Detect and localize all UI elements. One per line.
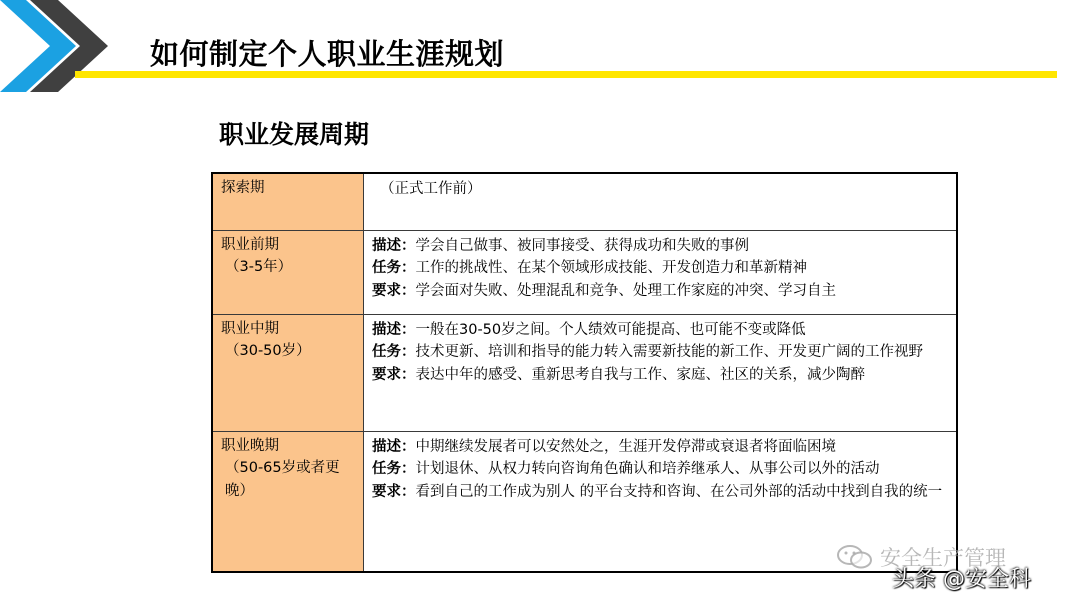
stage-name: 探索期 [221, 180, 265, 196]
stage-range: （50-65岁或者更晚） [225, 460, 340, 499]
requirement-line [372, 481, 948, 504]
task-text: 技术更新、培训和指导的能力转入需要新技能的新工作、开发更广阔的工作视野 [415, 344, 923, 360]
description-line [372, 436, 948, 459]
requirement-label: 要求： [372, 366, 416, 383]
watermark-text: 安全生产管理 [880, 546, 1006, 570]
task-label: 任务： [372, 344, 416, 360]
description-line [372, 319, 948, 342]
stage-cell [212, 173, 364, 230]
task-label: 任务： [372, 461, 416, 477]
title-underline [75, 71, 1057, 78]
task-text: 计划退休、从权力转向咨询角色确认和培养继承人、从事公司以外的活动 [415, 461, 880, 477]
detail-cell [364, 173, 958, 230]
source-tag: 头条 @安全科 [892, 567, 1031, 592]
description-text: 学会自己做事、被同事接受、获得成功和失败的事例 [415, 237, 749, 254]
stage-name: 职业中期 [221, 320, 279, 337]
career-cycle-table [211, 172, 958, 573]
task-text: 工作的挑战性、在某个领域形成技能、开发创造力和革新精神 [415, 260, 807, 276]
requirement-line [372, 280, 948, 303]
description-text: 中期继续发展者可以安然处之，生涯开发停滞或衰退者将面临困境 [415, 438, 836, 455]
description-label: 描述： [372, 237, 416, 254]
task-line [372, 257, 948, 280]
table-row [212, 173, 957, 230]
description-label: 描述： [372, 321, 416, 338]
requirement-label: 要求： [372, 282, 416, 299]
table-row [212, 230, 957, 314]
table-row [212, 314, 957, 431]
task-line [372, 458, 948, 481]
stage-cell [212, 431, 364, 572]
description-label: 描述： [372, 438, 416, 455]
requirement-text: 看到自己的工作成为别人 的平台支持和咨询、在公司外部的活动中找到自我的统一 [415, 483, 943, 500]
requirement-label: 要求： [372, 483, 416, 500]
page-title: 如何制定个人职业生涯规划 [150, 37, 505, 71]
stage-cell [212, 314, 364, 431]
requirement-text: 学会面对失败、处理混乱和竞争、处理工作家庭的冲突、学习自主 [415, 282, 836, 299]
stage-range: （3-5年） [225, 259, 293, 275]
wechat-icon [836, 544, 876, 570]
stage-range: （30-50岁） [225, 343, 311, 359]
section-title: 职业发展周期 [219, 120, 370, 149]
task-line [372, 341, 948, 364]
stage-name: 职业晚期 [221, 437, 279, 454]
description-text: 一般在30-50岁之间。个人绩效可能提高、也可能不变或降低 [415, 321, 806, 338]
stage-name: 职业前期 [221, 236, 279, 253]
task-label: 任务： [372, 260, 416, 276]
chevron-logo-icon [0, 0, 130, 92]
requirement-text: 表达中年的感受、重新思考自我与工作、家庭、社区的关系，减少陶醉 [415, 366, 865, 383]
stage-note: （正式工作前） [380, 181, 482, 197]
description-line [372, 235, 948, 258]
stage-cell [212, 230, 364, 314]
detail-cell [364, 314, 958, 431]
requirement-line [372, 364, 948, 387]
detail-cell [364, 230, 958, 314]
